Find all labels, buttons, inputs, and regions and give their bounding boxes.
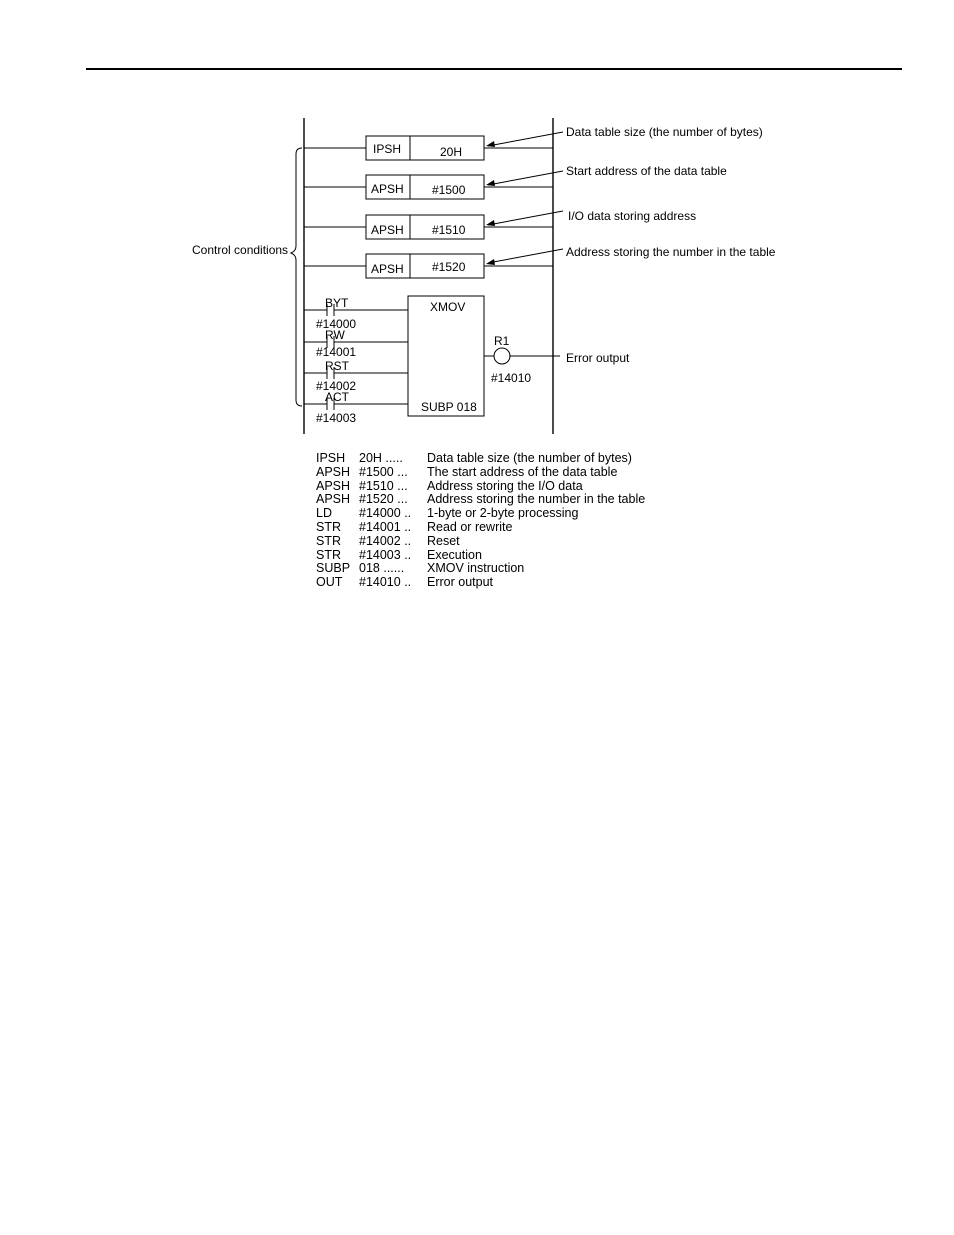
coil-symbol [494, 348, 510, 364]
control-conditions-label: Control conditions [192, 243, 289, 257]
listing-arg: #14000 .. [359, 506, 412, 521]
xmov-function-box [408, 296, 484, 416]
arrow-head [486, 259, 495, 265]
listing-desc: Execution [427, 547, 482, 562]
arrow-head [486, 180, 495, 186]
listing-arg: #14003 .. [359, 547, 412, 562]
listing-desc: The start address of the data table [427, 464, 618, 479]
annotation-arrow [488, 171, 563, 185]
push-block-op: APSH [371, 223, 404, 237]
push-rung-apsh-1510 [304, 209, 696, 239]
push-rung-ipsh [304, 125, 763, 160]
annotation-arrow [488, 249, 563, 263]
listing-op: IPSH [316, 451, 346, 465]
listing-arg: #1520 ... [359, 492, 408, 507]
listing-desc: Reset [427, 533, 460, 548]
contact-name: BYT [325, 296, 349, 310]
listing-desc: Address storing the I/O data [427, 478, 583, 493]
contact-name: RW [325, 328, 345, 342]
contact-address: #14003 [316, 411, 357, 425]
listing-row [316, 535, 645, 549]
push-block-note: Start address of the data table [566, 164, 727, 178]
listing-arg: 018 ...... [359, 561, 405, 576]
listing-row [316, 480, 645, 494]
contact-rung-rw [304, 328, 408, 359]
listing-op: STR [316, 533, 341, 548]
annotation-arrow [488, 132, 563, 146]
contact-name: RST [325, 359, 349, 373]
coil-rung-r1 [484, 334, 630, 385]
contact-address: #14000 [316, 317, 357, 331]
annotation-arrow [488, 211, 563, 225]
coil-name: R1 [494, 334, 510, 348]
arrow-head [486, 141, 495, 147]
coil-note: Error output [566, 351, 630, 365]
push-block-op: APSH [371, 262, 404, 276]
listing-op: SUBP [316, 561, 351, 576]
listing-desc: Read or rewrite [427, 519, 513, 534]
push-block-op: APSH [371, 182, 404, 196]
push-block-operand: #1520 [432, 260, 466, 274]
listing-desc: Address storing the number in the table [427, 492, 646, 507]
listing-op: OUT [316, 575, 343, 590]
listing-arg: 20H ..... [359, 451, 403, 465]
push-block-note: I/O data storing address [568, 209, 697, 223]
push-block-note: Data table size (the number of bytes) [566, 125, 763, 139]
listing-op: APSH [316, 492, 351, 507]
function-box-code: SUBP 018 [421, 400, 477, 414]
push-rung-apsh-1520 [304, 245, 776, 278]
control-conditions-brace [291, 148, 302, 406]
function-box-title: XMOV [430, 300, 466, 314]
listing-desc: Error output [427, 575, 494, 590]
contact-address: #14002 [316, 379, 357, 393]
listing-arg: #14001 .. [359, 519, 412, 534]
contact-name: ACT [325, 390, 349, 404]
contact-rung-rst [304, 359, 408, 393]
contact-rung-act [304, 390, 408, 425]
listing-row [316, 493, 645, 507]
push-block-operand: 20H [440, 145, 463, 159]
listing-row [316, 466, 645, 480]
listing-arg: #14010 .. [359, 575, 412, 590]
listing-row [316, 576, 645, 590]
listing-desc: 1-byte or 2-byte processing [427, 506, 579, 521]
listing-desc: Data table size (the number of bytes) [427, 451, 632, 465]
listing-row [316, 507, 645, 521]
push-block-note: Address storing the number in the table [566, 245, 776, 259]
push-rung-apsh-1500 [304, 164, 727, 199]
coil-address: #14010 [491, 371, 532, 385]
listing-arg: #1510 ... [359, 478, 408, 493]
listing-desc: XMOV instruction [427, 561, 525, 576]
listing-op: APSH [316, 464, 351, 479]
listing-row [316, 521, 645, 535]
instruction-listing [316, 452, 645, 590]
listing-op: STR [316, 547, 341, 562]
arrow-head [486, 220, 495, 226]
contact-rung-byt [304, 296, 408, 331]
listing-op: LD [316, 506, 332, 521]
listing-row [316, 549, 645, 563]
push-block-operand: #1510 [432, 223, 466, 237]
push-block-op: IPSH [373, 142, 402, 156]
listing-row [316, 452, 645, 466]
listing-arg: #14002 .. [359, 533, 412, 548]
listing-op: STR [316, 519, 341, 534]
push-block-operand: #1500 [432, 183, 466, 197]
listing-op: APSH [316, 478, 351, 493]
listing-row [316, 562, 645, 576]
listing-arg: #1500 ... [359, 464, 408, 479]
contact-address: #14001 [316, 345, 357, 359]
